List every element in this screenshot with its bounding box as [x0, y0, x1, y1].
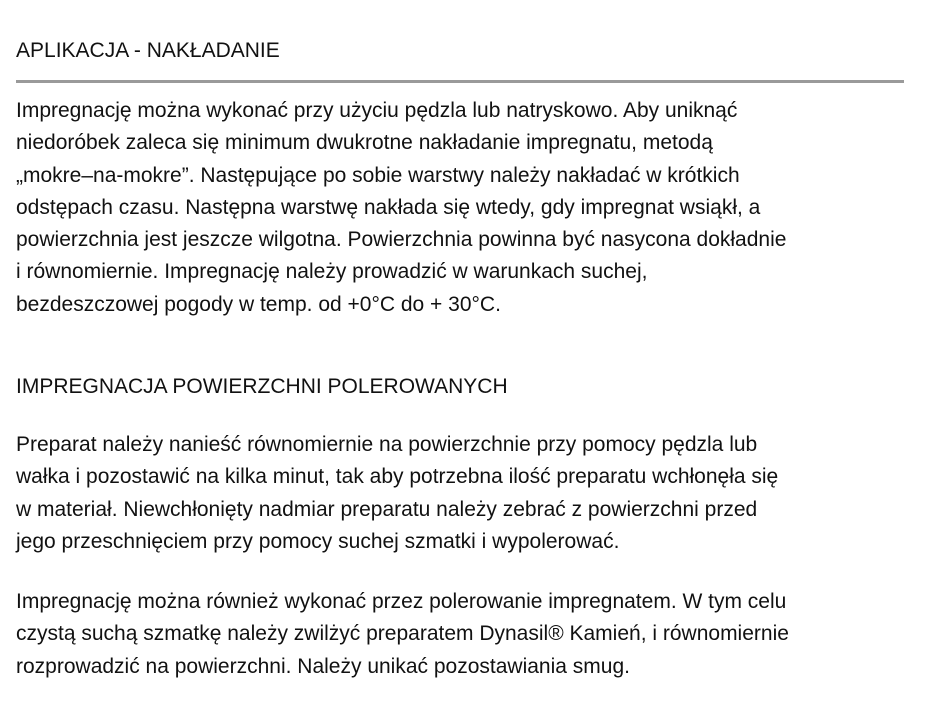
- paragraph-line: Preparat należy nanieść równomiernie na powierzchnie przy pomocy pędzla lub: [16, 433, 758, 456]
- paragraph-line: Impregnację można również wykonać przez polerowanie impregnatem. W tym celu: [16, 590, 787, 613]
- paragraph-line: czystą suchą szmatkę należy zwilżyć preparatem Dynasil® Kamień, i równomiernie: [16, 622, 789, 646]
- heading-divider: [16, 80, 904, 83]
- paragraph-line: i równomiernie. Impregnację należy prowadzić w warunkach suchej,: [16, 260, 648, 284]
- paragraph-polishing-method: [16, 586, 916, 683]
- section-heading-application: APLIKACJA - NAKŁADANIE: [16, 39, 280, 62]
- paragraph-application: [16, 95, 916, 321]
- paragraph-line: w materiał. Niewchłonięty nadmiar preparatu należy zebrać z powierzchni przed: [16, 497, 758, 521]
- paragraph-line: „mokre–na-mokre”. Następujące po sobie warstwy należy nakładać w krótkich: [16, 163, 740, 187]
- section-heading-polished-surfaces: IMPREGNACJA POWIERZCHNI POLEROWANYCH: [16, 375, 508, 398]
- paragraph-line: jego przeschnięciem przy pomocy suchej szmatki i wypolerować.: [16, 529, 620, 553]
- paragraph-line: bezdeszczowej pogody w temp. od +0°C do + 30°C.: [16, 292, 501, 316]
- paragraph-line: odstępach czasu. Następna warstwę nakłada się wtedy, gdy impregnat wsiąkł, a: [16, 195, 761, 219]
- paragraph-line: rozprowadzić na powierzchni. Należy unikać pozostawiania smug.: [16, 654, 630, 678]
- paragraph-line: Impregnację można wykonać przy użyciu pędzla lub natryskowo. Aby uniknąć: [16, 99, 738, 122]
- paragraph-line: powierzchnia jest jeszcze wilgotna. Powierzchnia powinna być nasycona dokładnie: [16, 228, 787, 252]
- paragraph-line: niedoróbek zaleca się minimum dwukrotne nakładanie impregnatu, metodą: [16, 131, 713, 155]
- paragraph-line: wałka i pozostawić na kilka minut, tak aby potrzebna ilość preparatu wchłonęła się: [16, 465, 779, 489]
- paragraph-polished-application: [16, 429, 916, 558]
